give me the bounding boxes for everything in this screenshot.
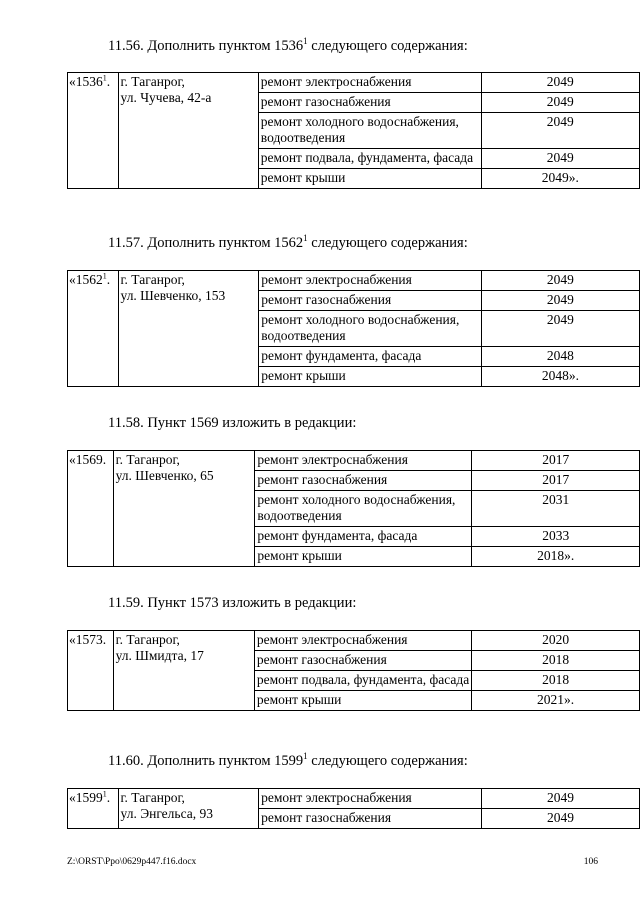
- work-type: ремонт электроснабжения: [255, 451, 472, 471]
- work-type: ремонт газоснабжения: [258, 93, 481, 113]
- amendment-table: [67, 788, 640, 829]
- section-heading: 11.57. Дополнить пунктом 1562$^1$ следующего содержания:: [108, 233, 468, 251]
- work-type: ремонт холодного водоснабжения, водоотведения: [259, 311, 482, 347]
- work-type: ремонт электроснабжения: [258, 73, 481, 93]
- section-heading: 11.56. Дополнить пунктом 1536$^1$ следующего содержания:: [108, 36, 468, 54]
- work-year: 2049: [481, 311, 639, 347]
- page-number: 106: [583, 857, 598, 867]
- work-year: 2049: [481, 291, 639, 311]
- work-year: 2049: [481, 149, 639, 169]
- work-type: ремонт холодного водоснабжения, водоотведения: [258, 113, 481, 149]
- work-type: ремонт газоснабжения: [259, 291, 482, 311]
- item-number: «1573.: [68, 631, 114, 711]
- table-row: [68, 789, 640, 809]
- work-year: 2048: [481, 347, 639, 367]
- work-year: 2049: [482, 809, 640, 829]
- work-year: 2049: [482, 789, 640, 809]
- work-type: ремонт фундамента, фасада: [259, 347, 482, 367]
- work-year: 2049: [481, 271, 639, 291]
- work-type: ремонт подвала, фундамента, фасада: [258, 149, 481, 169]
- work-year: 2049: [481, 113, 639, 149]
- work-type: ремонт электроснабжения: [254, 631, 471, 651]
- work-year: 2017: [472, 471, 640, 491]
- work-year: 2049: [481, 93, 639, 113]
- work-type: ремонт электроснабжения: [259, 271, 482, 291]
- work-type: ремонт крыши: [258, 169, 481, 189]
- work-year: 2033: [472, 527, 640, 547]
- item-number: «1569.: [68, 451, 114, 567]
- item-address: г. Таганрог, ул. Шевченко, 153: [118, 271, 259, 387]
- item-number: «1562$^1$.: [68, 271, 119, 387]
- work-type: ремонт газоснабжения: [259, 809, 482, 829]
- work-year: 2031: [472, 491, 640, 527]
- work-type: ремонт фундамента, фасада: [255, 527, 472, 547]
- item-address: г. Таганрог, ул. Чучева, 42-а: [118, 73, 258, 189]
- table-row: [68, 73, 640, 93]
- work-type: ремонт электроснабжения: [259, 789, 482, 809]
- table-row: [68, 451, 640, 471]
- amendment-table: [67, 270, 640, 387]
- work-type: ремонт газоснабжения: [254, 651, 471, 671]
- item-address: г. Таганрог, ул. Энгельса, 93: [118, 789, 259, 829]
- work-type: ремонт крыши: [254, 691, 471, 711]
- work-year: 2018: [472, 671, 640, 691]
- work-type: ремонт газоснабжения: [255, 471, 472, 491]
- section-heading: 11.59. Пункт 1573 изложить в редакции:: [108, 595, 357, 611]
- footer-file-path: Z:\ORST\Ppo\0629p447.f16.docx: [67, 857, 197, 867]
- item-number: «1599$^1$.: [68, 789, 119, 829]
- section-heading: 11.58. Пункт 1569 изложить в редакции:: [108, 415, 357, 431]
- work-year: 2017: [472, 451, 640, 471]
- work-type: ремонт холодного водоснабжения, водоотведения: [255, 491, 472, 527]
- amendment-table: [67, 450, 640, 567]
- amendment-table: [67, 72, 640, 189]
- work-year: 2018».: [472, 547, 640, 567]
- work-year: 2049: [481, 73, 639, 93]
- section-heading: 11.60. Дополнить пунктом 1599$^1$ следующего содержания:: [108, 751, 468, 769]
- work-year: 2018: [472, 651, 640, 671]
- work-year: 2049».: [481, 169, 639, 189]
- work-type: ремонт подвала, фундамента, фасада: [254, 671, 471, 691]
- work-year: 2021».: [472, 691, 640, 711]
- table-row: [68, 271, 640, 291]
- amendment-table: [67, 630, 640, 711]
- item-number: «1536$^1$.: [68, 73, 119, 189]
- work-year: 2048».: [481, 367, 639, 387]
- work-year: 2020: [472, 631, 640, 651]
- work-type: ремонт крыши: [259, 367, 482, 387]
- work-type: ремонт крыши: [255, 547, 472, 567]
- table-row: [68, 631, 640, 651]
- item-address: г. Таганрог, ул. Шевченко, 65: [113, 451, 255, 567]
- item-address: г. Таганрог, ул. Шмидта, 17: [113, 631, 254, 711]
